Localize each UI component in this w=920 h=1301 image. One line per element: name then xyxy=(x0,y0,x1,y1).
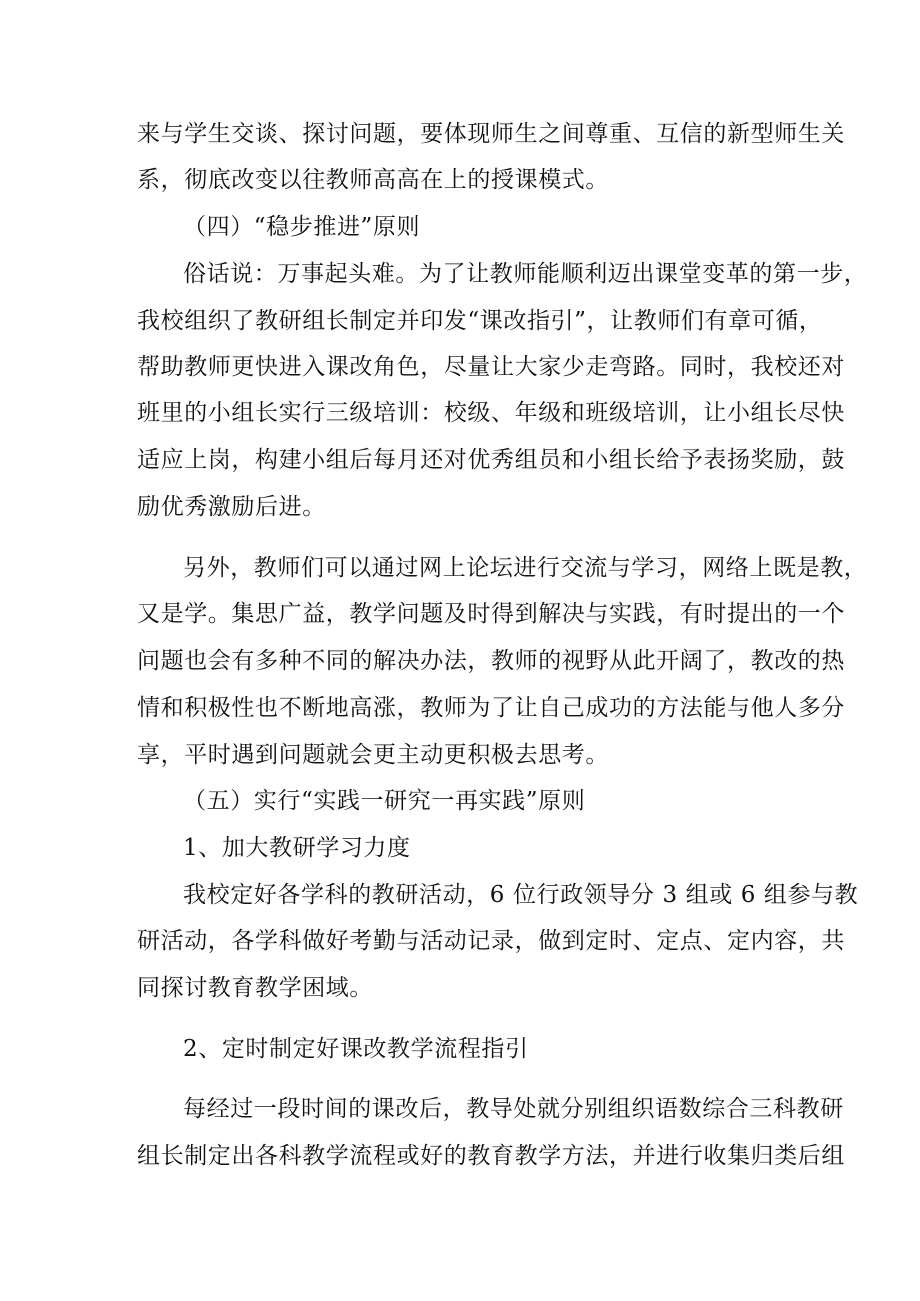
text-line: 班里的小组长实行三级培训：校级、年级和班级培训，让小组长尽快 xyxy=(137,400,845,426)
text-line: 组长制定出各科教学流程或好的教育教学方法，并进行收集归类后组 xyxy=(137,1143,845,1169)
text-line: 我校定好各学科的教研活动，6 位行政领导分 3 组或 6 组参与教 xyxy=(183,882,859,908)
text-line: 来与学生交谈、探讨问题，要体现师生之间尊重、互信的新型师生关 xyxy=(137,121,845,147)
text-line: 适应上岗，构建小组后每月还对优秀组员和小组长给予表扬奖励，鼓 xyxy=(137,447,845,473)
text-line: 研活动，各学科做好考勤与活动记录，做到定时、定点、定内容，共 xyxy=(137,928,845,954)
text-line: 系，彻底改变以往教师高高在上的授课模式。 xyxy=(137,167,609,193)
section-heading-4: （四）“稳步推进”原则 xyxy=(183,214,421,240)
text-line: 每经过一段时间的课改后，教导处就分别组织语数综合三科教研 xyxy=(183,1096,844,1122)
text-line: 励优秀激励后进。 xyxy=(137,494,326,520)
text-line: 我校组织了教研组长制定并印发“课改指引”，让教师们有章可循， xyxy=(137,308,823,334)
text-line: 俗话说：万事起头难。为了让教师能顺利迈出课堂变革的第一步， xyxy=(183,261,868,287)
text-line: 问题也会有多种不同的解决办法，教师的视野从此开阔了，教改的热 xyxy=(137,648,845,674)
text-line: 另外，教师们可以通过网上论坛进行交流与学习，网络上既是教， xyxy=(183,555,868,581)
text-line: 又是学。集思广益，教学问题及时得到解决与实践，有时提出的一个 xyxy=(137,601,845,627)
text-line: 帮助教师更快进入课改角色，尽量让大家少走弯路。同时，我校还对 xyxy=(137,354,845,380)
subheading-2: 2、定时制定好课改教学流程指引 xyxy=(183,1036,529,1062)
section-heading-5: （五）实行“实践一研究一再实践”原则 xyxy=(183,788,586,814)
subheading-1: 1、加大教研学习力度 xyxy=(183,835,411,861)
text-line: 享，平时遇到问题就会更主动更积极去思考。 xyxy=(137,742,609,768)
text-line: 同探讨教育教学困域。 xyxy=(137,975,373,1001)
text-line: 情和积极性也不断地高涨，教师为了让自己成功的方法能与他人多分 xyxy=(137,695,845,721)
